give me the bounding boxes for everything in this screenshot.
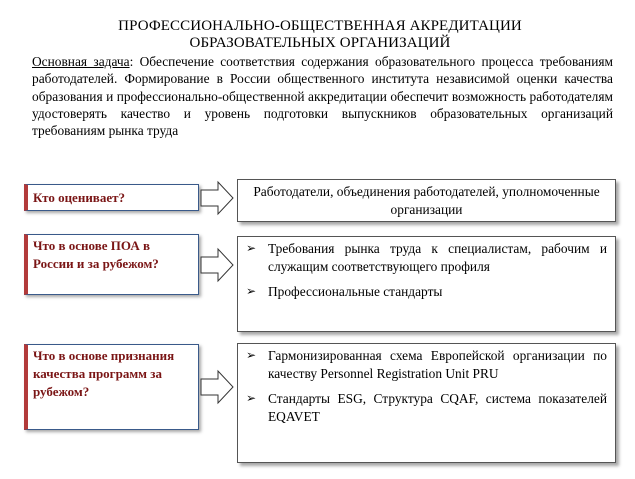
check-arrow-icon: ➢ bbox=[246, 348, 257, 362]
answer-box-basis-abroad bbox=[237, 343, 616, 463]
arrow-right-icon bbox=[200, 180, 234, 216]
bullet-text: Требования рынка труда к специалистам, рабочим и служащим соответствующего профиля bbox=[268, 241, 607, 274]
answer-text: Работодатели, объединения работодателей, уполномоченные организации bbox=[253, 184, 600, 217]
answer-box-who bbox=[237, 179, 616, 222]
check-arrow-icon: ➢ bbox=[246, 284, 257, 298]
question-text: Что в основе ПОА в России и за рубежом? bbox=[33, 238, 159, 271]
intro-text: : Обеспечение соответствия содержания образовательного процесса требованиям работодателей. Формирование в России общественного института независимой оценки качества образования и профессионально-общественной аккредитации обеспечит возможность работодателям удостоверять качество и уровень подготовки выпускников образовательных организаций требованиям рынка труда bbox=[32, 54, 614, 139]
title-line-2: ОБРАЗОВАТЕЛЬНЫХ ОРГАНИЗАЦИЙ bbox=[189, 35, 451, 51]
page-title bbox=[60, 18, 580, 52]
list-item bbox=[246, 347, 607, 382]
title-line-1: ПРОФЕССИОНАЛЬНО-ОБЩЕСТВЕННАЯ АКРЕДИТАЦИИ bbox=[118, 18, 522, 34]
question-text: Что в основе признания качества программ за рубежом? bbox=[33, 348, 175, 399]
bullet-text: Стандарты ESG, Структура CQAF, система показателей EQAVET bbox=[268, 391, 607, 424]
intro-label: Основная задача bbox=[32, 54, 130, 69]
check-arrow-icon: ➢ bbox=[246, 391, 257, 405]
question-box-basis-russia bbox=[24, 234, 199, 295]
arrow-right-icon bbox=[200, 247, 234, 283]
list-item bbox=[246, 283, 607, 301]
bullet-list bbox=[238, 237, 615, 305]
question-box-who bbox=[24, 184, 199, 211]
question-text: Кто оценивает? bbox=[33, 190, 125, 205]
check-arrow-icon: ➢ bbox=[246, 241, 257, 255]
bullet-text: Профессиональные стандарты bbox=[268, 284, 443, 299]
arrow-right-icon bbox=[200, 369, 234, 405]
bullet-text: Гармонизированная схема Европейской организации по качеству Personnel Registration Unit PRU bbox=[268, 348, 607, 381]
bullet-list bbox=[238, 344, 615, 429]
list-item bbox=[246, 390, 607, 425]
list-item bbox=[246, 240, 607, 275]
intro-paragraph bbox=[32, 53, 613, 139]
question-box-basis-abroad bbox=[24, 344, 199, 430]
answer-box-basis-russia bbox=[237, 236, 616, 332]
